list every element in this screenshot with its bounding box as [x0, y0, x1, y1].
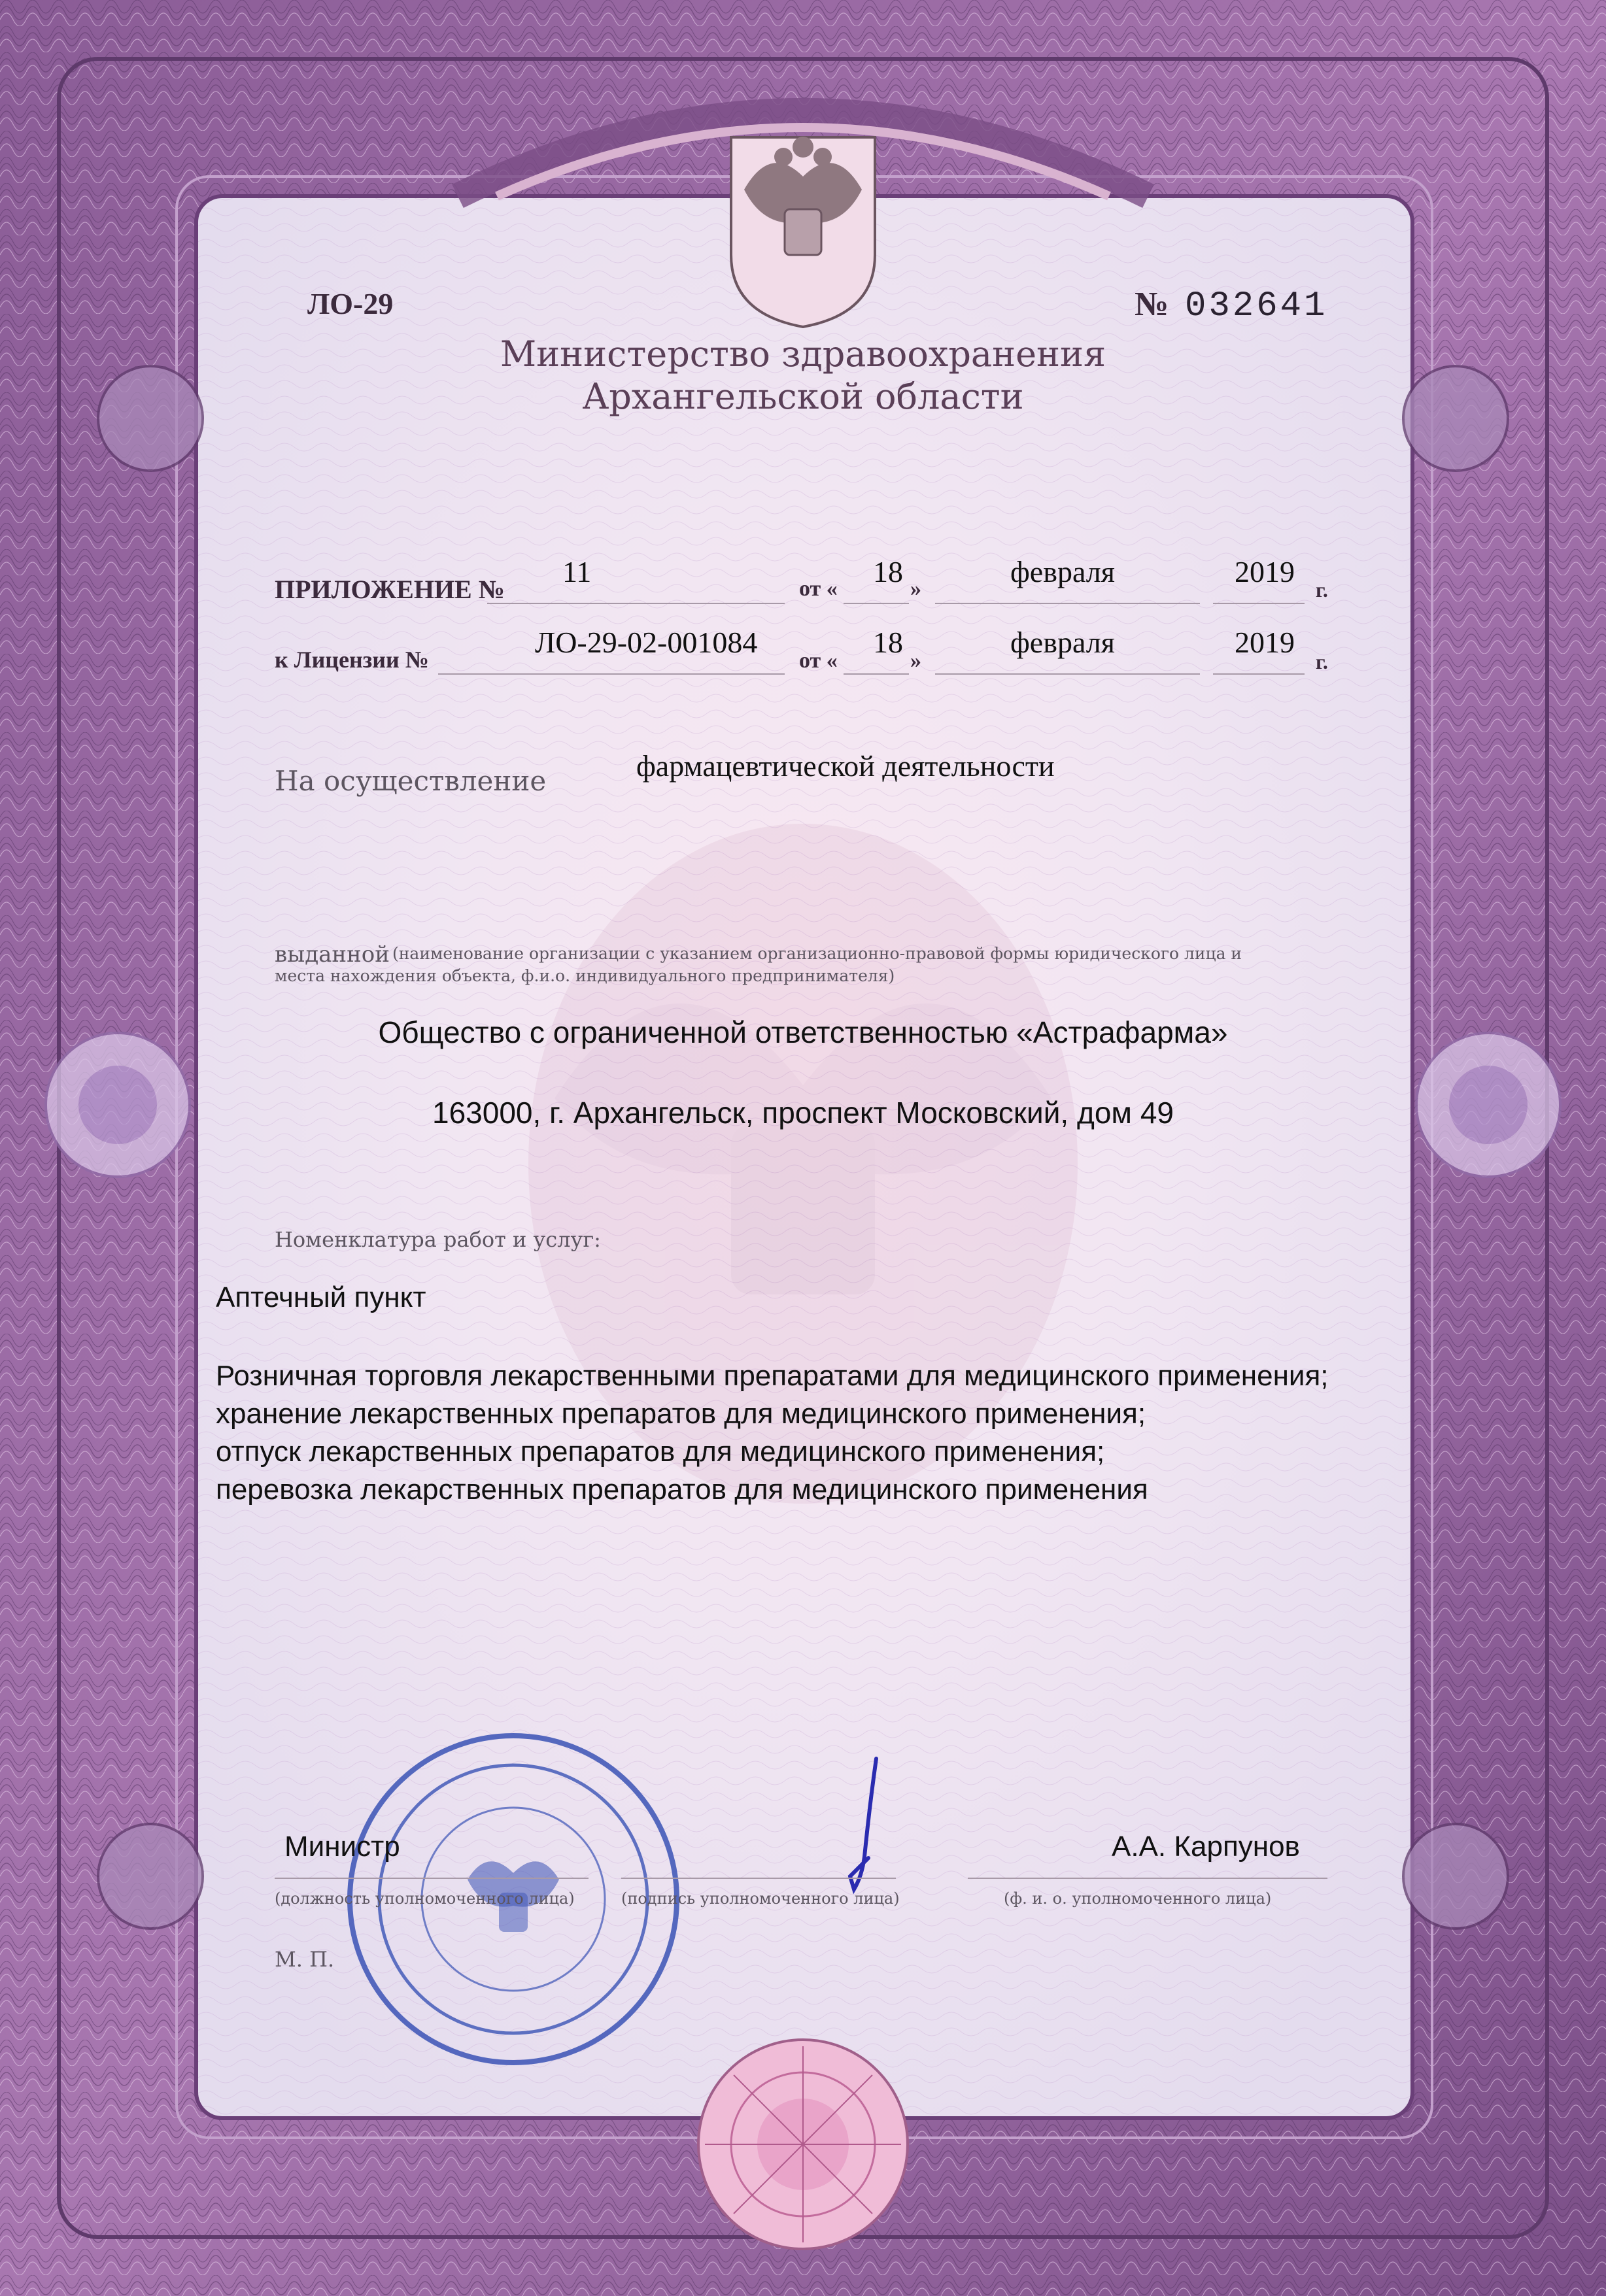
appendix-year-line	[1213, 603, 1305, 604]
caption-position: (должность уполномоченного лица)	[275, 1889, 575, 1908]
stamp-place-label: М. П.	[275, 1947, 335, 1972]
service-line: хранение лекарственных препаратов для медицинского применения;	[216, 1398, 1146, 1430]
appendix-year: 2019	[1235, 555, 1295, 588]
issuer-line-2: Архангельской области	[582, 376, 1024, 417]
license-year-line	[1213, 673, 1305, 675]
license-number: ЛО-29-02-001084	[535, 626, 758, 659]
license-from-suffix: »	[910, 649, 921, 673]
license-year: 2019	[1235, 626, 1295, 659]
nomenclature-label: Номенклатура работ и услуг:	[275, 1227, 601, 1252]
license-month-line	[935, 673, 1200, 675]
coat-of-arms	[731, 137, 875, 327]
appendix-month-line	[935, 603, 1200, 604]
license-year-suffix: г.	[1316, 650, 1328, 673]
form-number: 032641	[1185, 286, 1328, 326]
nomenclature-item-title: Аптечный пункт	[216, 1281, 426, 1313]
number-sign: №	[1135, 286, 1169, 323]
appendix-month: февраля	[1010, 555, 1115, 588]
position-line	[275, 1878, 589, 1879]
service-line: отпуск лекарственных препаратов для медицинского применения;	[216, 1436, 1105, 1468]
license-label: к Лицензии №	[275, 647, 429, 673]
organization-name: Общество с ограниченной ответственностью «Астрафарма»	[378, 1015, 1228, 1049]
license-day-line	[844, 673, 909, 675]
issued-to-note-line-1: (наименование организации с указанием организационно-правовой формы юридического лица и	[392, 944, 1242, 963]
appendix-day-line	[844, 603, 909, 604]
appendix-label: ПРИЛОЖЕНИЕ №	[275, 575, 505, 604]
license-month: февраля	[1010, 626, 1115, 659]
appendix-day: 18	[873, 555, 903, 588]
caption-signature: (подпись уполномоченного лица)	[621, 1889, 900, 1908]
caption-name: (ф. и. о. уполномоченного лица)	[1004, 1889, 1272, 1908]
appendix-number: 11	[562, 555, 592, 588]
license-day: 18	[873, 626, 903, 659]
appendix-from-suffix: »	[910, 577, 921, 601]
signature-line	[621, 1878, 896, 1879]
signatory-position: Министр	[284, 1831, 400, 1863]
license-from-prefix: от «	[799, 649, 838, 673]
appendix-from-prefix: от «	[799, 577, 838, 601]
issued-to-note-line-2: места нахождения объекта, ф.и.о. индивидуального предпринимателя)	[275, 966, 895, 985]
appendix-year-suffix: г.	[1316, 578, 1328, 601]
service-line: перевозка лекарственных препаратов для медицинского применения	[216, 1474, 1148, 1506]
series-label: ЛО-29	[307, 287, 394, 320]
signatory-name: А.А. Карпунов	[1112, 1831, 1300, 1863]
name-line	[968, 1878, 1327, 1879]
issued-to-label: выданной	[275, 941, 390, 968]
organization-address: 163000, г. Архангельск, проспект Московский, дом 49	[432, 1096, 1174, 1130]
activity-value: фармацевтической деятельности	[636, 749, 1055, 783]
activity-label: На осуществление	[275, 765, 547, 797]
license-number-line	[438, 673, 785, 675]
bottom-rosette	[698, 2040, 908, 2249]
service-line: Розничная торговля лекарственными препаратами для медицинского применения;	[216, 1360, 1329, 1392]
issuer-line-1: Министерство здравоохранения	[500, 333, 1106, 375]
appendix-number-line	[487, 603, 785, 604]
